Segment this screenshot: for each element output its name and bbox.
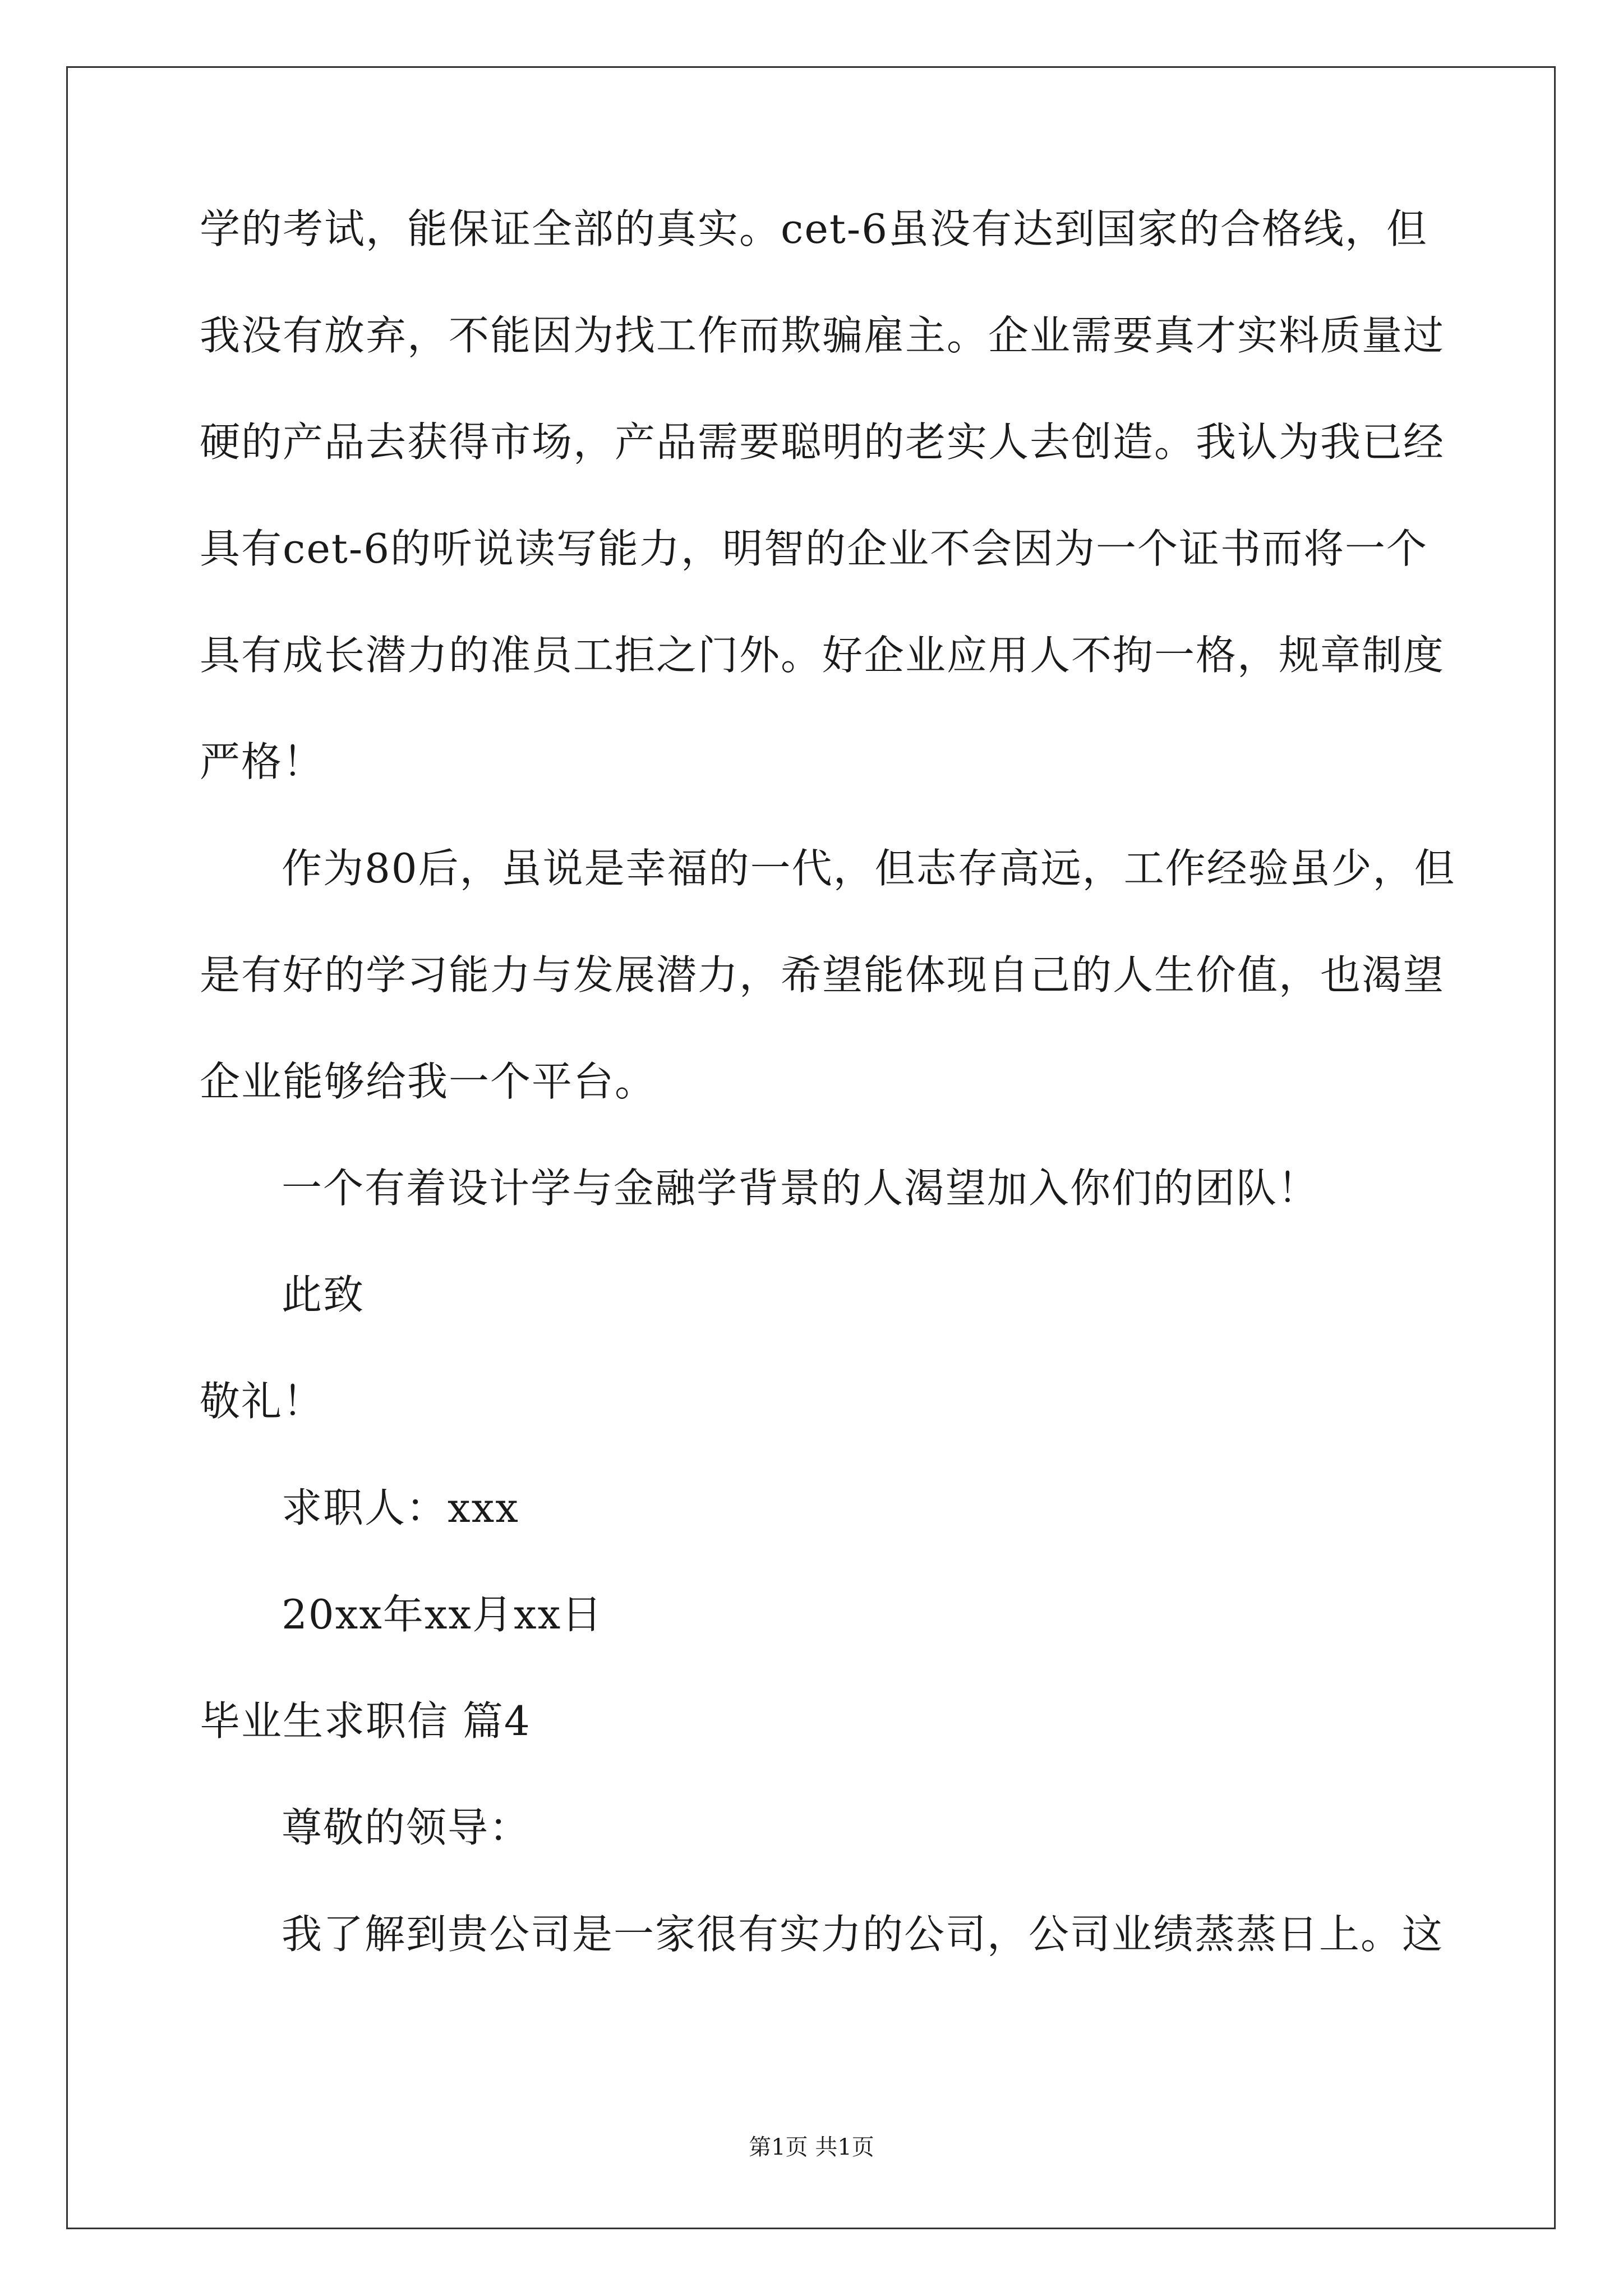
- salutation-closing: 此致: [282, 1271, 365, 1318]
- page-footer: 第1页 共1页: [749, 2134, 874, 2160]
- salutation-regards: 敬礼！: [200, 1378, 325, 1425]
- text-line: 我没有放弃，不能因为找工作而欺骗雇主。企业需要真才实料质量过: [200, 312, 1445, 359]
- signature-applicant: 求职人：xxx: [282, 1484, 519, 1531]
- text-line: 我了解到贵公司是一家很有实力的公司，公司业绩蒸蒸日上。这: [282, 1911, 1444, 1958]
- text-line: 是有好的学习能力与发展潜力，希望能体现自己的人生价值，也渴望: [200, 951, 1445, 999]
- text-line: 企业能够给我一个平台。: [200, 1058, 657, 1105]
- text-line: 具有成长潜力的准员工拒之门外。好企业应用人不拘一格，规章制度: [200, 632, 1445, 679]
- section-heading: 毕业生求职信 篇4: [200, 1697, 531, 1745]
- text-line: 作为80后，虽说是幸福的一代，但志存高远，工作经验虽少，但: [282, 845, 1456, 892]
- text-line: 学的考试，能保证全部的真实。cet-6虽没有达到国家的合格线，但: [200, 205, 1428, 252]
- text-line: 一个有着设计学与金融学背景的人渴望加入你们的团队！: [282, 1165, 1320, 1212]
- text-line: 具有cet-6的听说读写能力，明智的企业不会因为一个证书而将一个: [200, 525, 1428, 572]
- signature-date: 20xx年xx月xx日: [282, 1591, 603, 1638]
- text-line: 严格！: [200, 738, 325, 785]
- page-border: [66, 66, 1556, 2229]
- text-line: 硬的产品去获得市场，产品需要聪明的老实人去创造。我认为我已经: [200, 418, 1445, 466]
- letter-greeting: 尊敬的领导：: [282, 1804, 531, 1851]
